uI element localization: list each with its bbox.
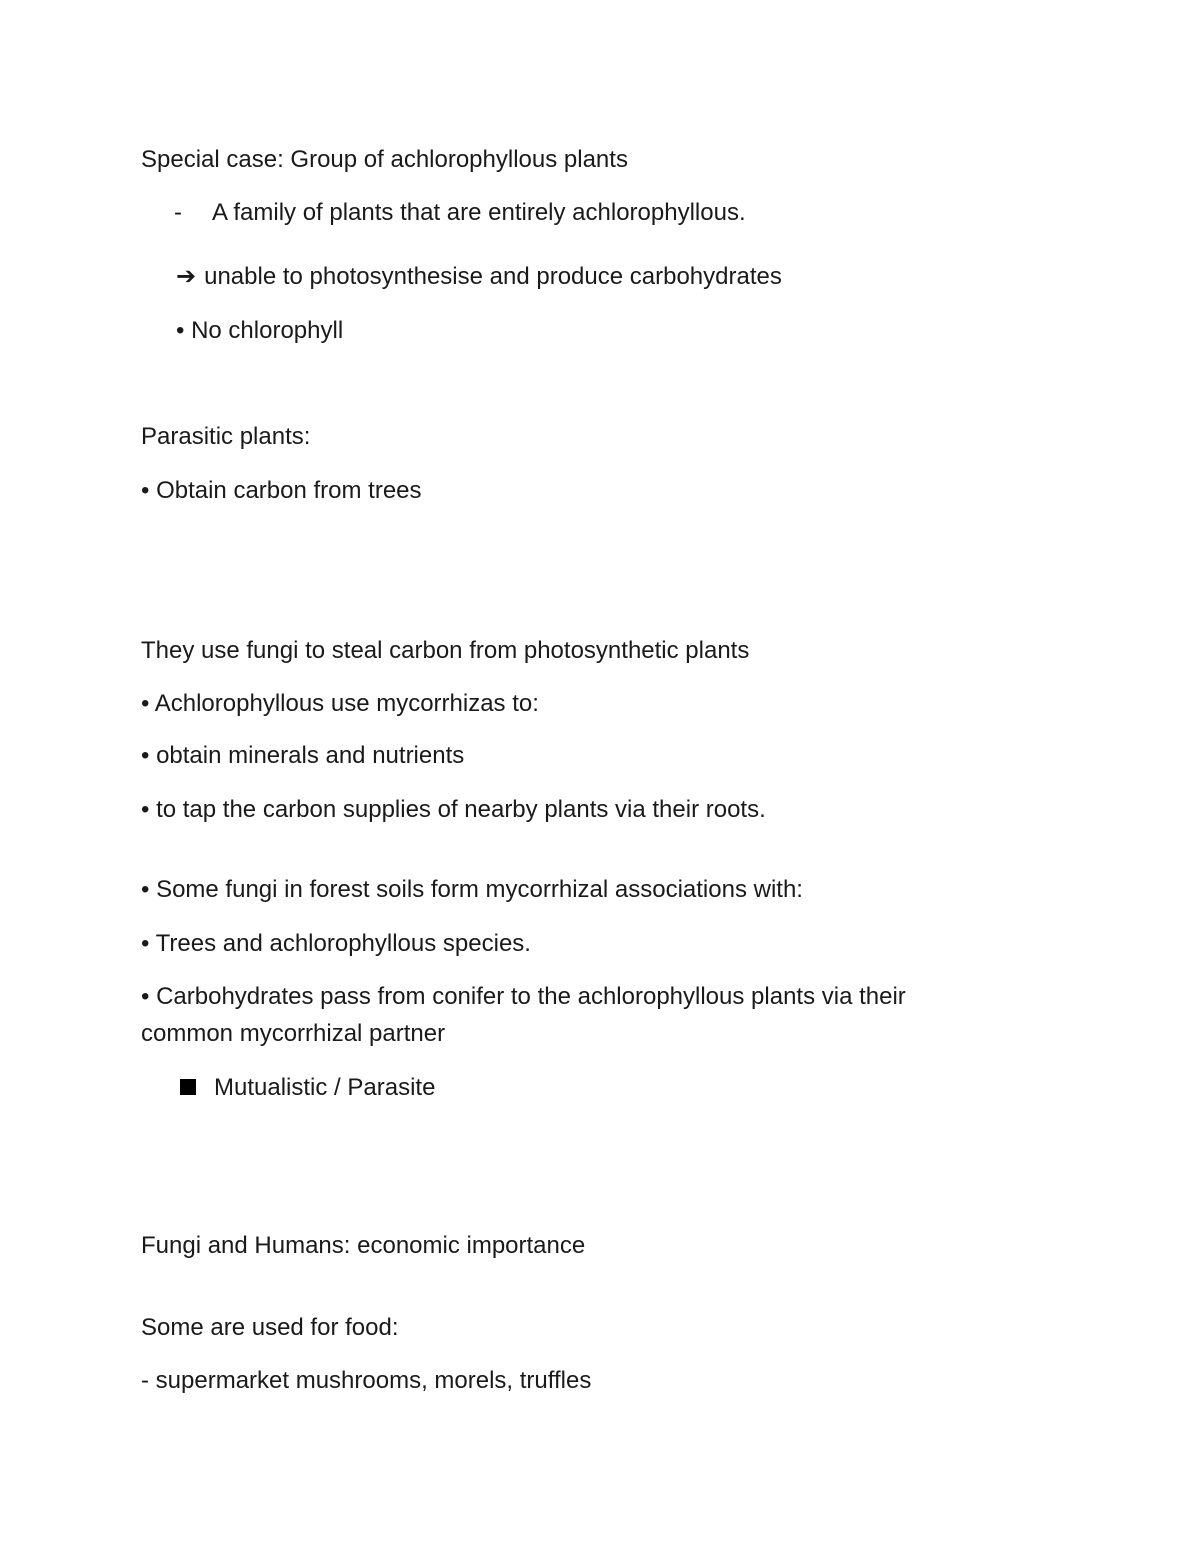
square-bullet-icon xyxy=(180,1079,196,1095)
bullet-item: • Carbohydrates pass from conifer to the achlorophyllous plants via their xyxy=(141,983,906,1010)
square-item-text: Mutualistic / Parasite xyxy=(214,1074,436,1101)
bullet-item-no-chlorophyll: • No chlorophyll xyxy=(176,317,344,344)
food-list-item: - supermarket mushrooms, morels, truffles xyxy=(141,1367,592,1394)
arrow-right-icon: ➔ xyxy=(176,263,197,290)
section-heading-parasitic: Parasitic plants: xyxy=(141,423,311,450)
section-heading-achlorophyllous: Special case: Group of achlorophyllous plants xyxy=(141,146,628,173)
bullet-item: • obtain minerals and nutrients xyxy=(141,742,465,769)
bullet-item-continuation: common mycorrhizal partner xyxy=(141,1020,446,1047)
dash-bullet: - xyxy=(174,199,182,226)
section-heading-fungi-humans: Fungi and Humans: economic importance xyxy=(141,1232,586,1259)
bullet-item: • Achlorophyllous use mycorrhizas to: xyxy=(141,690,539,717)
arrow-list-item xyxy=(176,258,782,296)
bullet-item: • to tap the carbon supplies of nearby plants via their roots. xyxy=(141,796,766,823)
bullet-item-obtain-carbon: • Obtain carbon from trees xyxy=(141,477,422,504)
bullet-item: • Trees and achlorophyllous species. xyxy=(141,930,531,957)
subheading-food: Some are used for food: xyxy=(141,1314,399,1341)
section-heading-fungi-steal: They use fungi to steal carbon from photosynthetic plants xyxy=(141,637,750,664)
arrow-item-text: unable to photosynthesise and produce carbohydrates xyxy=(204,263,782,290)
square-list-item xyxy=(180,1069,435,1107)
dash-item-text: A family of plants that are entirely achlorophyllous. xyxy=(212,199,746,226)
bullet-item: • Some fungi in forest soils form mycorrhizal associations with: xyxy=(141,876,803,903)
